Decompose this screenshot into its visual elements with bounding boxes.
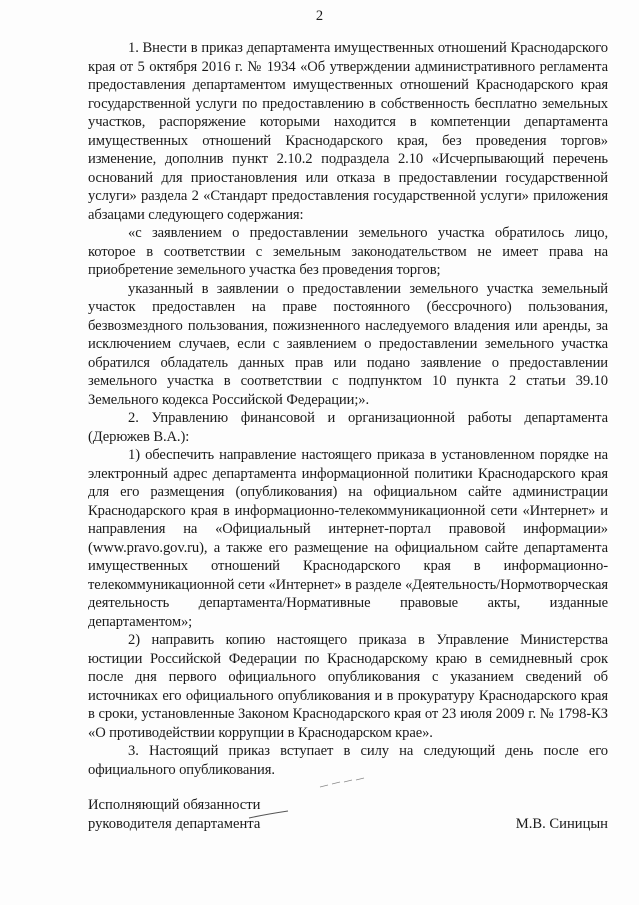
signatory-position-line-2: руководителя департамента [88, 816, 261, 832]
paragraph-subitem-1: 1) обеспечить направление настоящего приказа в установленном порядке на электронный адрес департамента информационной политики Краснодарского края для его размещения (опубликования) на официальном сайте администрации Краснодарского края в информационно-телекоммуникационной сети «Интернет» и направления на «Официальный интернет-портал правовой информации» (www.pravo.gov.ru), а также его размещение на официальном сайте департамента имущественных отношений Краснодарского края в информационно-телекоммуникационной сети «Интернет» в разделе «Деятельность/Нормотворческая деятельность департамента/Нормативные правовые акты, изданные департаментом»; [88, 447, 608, 630]
page-number: 2 [315, 8, 324, 24]
handwritten-signature-stroke [248, 808, 290, 822]
paragraph-subitem-2: 2) направить копию настоящего приказа в Управление Министерства юстиции Российской Федерации по Краснодарскому краю в семидневный срок после дня первого официального опубликования с указанием сведений об источниках его официального опубликования и в прокуратуру Краснодарского края в сроки, установленные Законом Краснодарского края от 23 июля 2009 г. № 1798-КЗ «О противодействии коррупции в Краснодарском крае». [88, 632, 608, 741]
paragraph-item-3: 3. Настоящий приказ вступает в силу на следующий день после его официального опубликования. [88, 743, 608, 778]
signatory-position-line-1: Исполняющий обязанности [88, 797, 261, 813]
document-body [88, 39, 608, 779]
signature-scribble-mark [318, 776, 368, 790]
paragraph-item-1: 1. Внести в приказ департамента имущественных отношений Краснодарского края от 5 октября 2016 г. № 1934 «Об утверждении административного регламента предоставления департаментом имущественных отношений Краснодарского края государственной услуги по предоставлению в собственность бесплатно земельных участков, распоряжение которыми находится в компетенции департамента имущественных отношений Краснодарского края, без проведения торгов» изменение, дополнив пункт 2.10.2 подраздела 2.10 «Исчерпывающий перечень оснований для приостановления или отказа в предоставлении государственной услуги» раздела 2 «Стандарт предоставления государственной услуги» приложения абзацами следующего содержания: [88, 40, 608, 223]
signatory-name: М.В. Синицын [515, 816, 608, 832]
paragraph-quote-1: «с заявлением о предоставлении земельного участка обратилось лицо, которое в соответствии с земельным законодательством не имеет права на приобретение земельного участка без проведения торгов; [88, 225, 608, 278]
paragraph-quote-2: указанный в заявлении о предоставлении земельного участка земельный участок предоставлен на праве постоянного (бессрочного) пользования, безвозмездного пользования, пожизненного наследуемого владения или аренды, за исключением случаев, если с заявлением о предоставлении земельного участка обратился обладатель данных прав или подано заявление о предоставлении земельного участка в соответствии с подпунктом 10 пункта 2 статьи 39.10 Земельного кодекса Российской Федерации;». [88, 280, 608, 408]
signature-block [88, 796, 608, 834]
paragraph-item-2: 2. Управлению финансовой и организационной работы департамента (Дерюжев В.А.): [88, 410, 608, 445]
